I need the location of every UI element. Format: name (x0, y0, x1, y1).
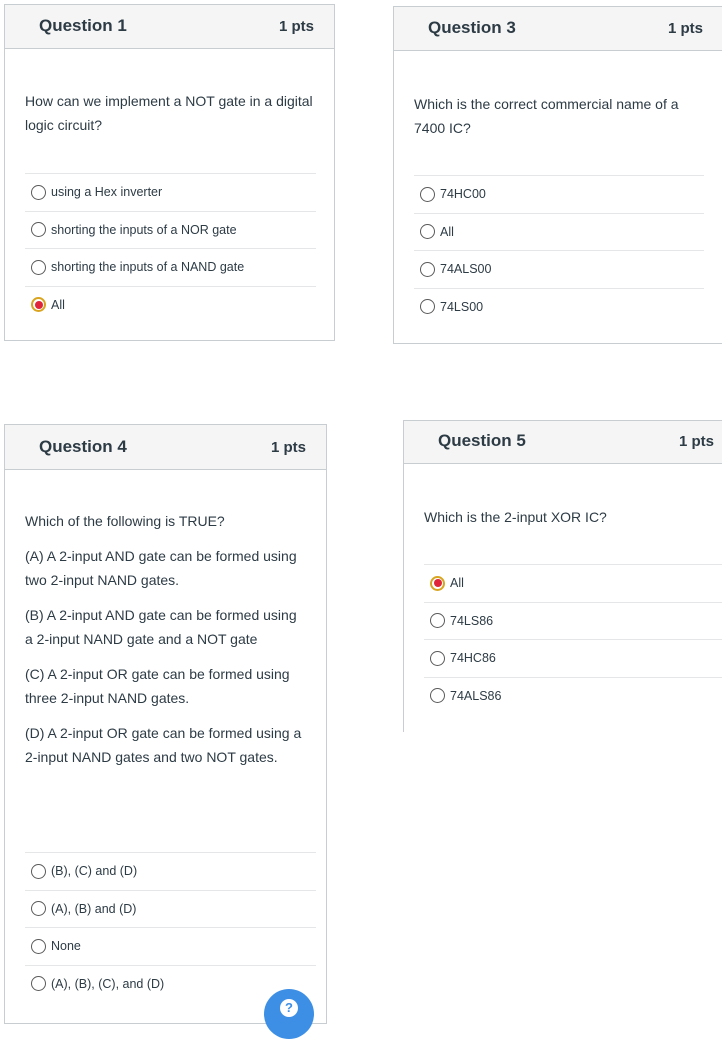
answer-label: (B), (C) and (D) (51, 864, 138, 879)
answer-option[interactable] (25, 173, 316, 211)
question-text: Which is the 2-input XOR IC? (424, 509, 607, 525)
answer-label: 74LS86 (450, 613, 494, 628)
answer-option-selected[interactable] (25, 286, 316, 324)
answer-option[interactable] (25, 927, 316, 965)
radio-checked-icon[interactable] (430, 576, 445, 591)
answer-option[interactable] (424, 602, 722, 640)
radio-checked-icon[interactable] (31, 297, 46, 312)
question-paragraph: (C) A 2-input OR gate can be formed using three 2-input NAND gates. (25, 666, 290, 706)
question-paragraph: (D) A 2-input OR gate can be formed using a 2-input NAND gates and two NOT gates. (25, 725, 302, 765)
answer-option[interactable] (25, 890, 316, 928)
question-header (404, 421, 722, 464)
answer-list (25, 852, 316, 1002)
radio-unchecked-icon[interactable] (31, 260, 46, 275)
answer-label: shorting the inputs of a NOR gate (51, 222, 237, 237)
question-header (5, 425, 326, 470)
answer-label: All (440, 224, 454, 239)
question-paragraph: (B) A 2-input AND gate can be formed using a 2-input NAND gate and a NOT gate (25, 607, 297, 647)
answer-label: 74ALS86 (450, 688, 502, 703)
answer-option[interactable] (414, 288, 704, 326)
answer-option[interactable] (424, 639, 722, 677)
answer-list (25, 173, 316, 323)
question-4-card (4, 424, 327, 1024)
radio-unchecked-icon[interactable] (31, 901, 46, 916)
answer-list (424, 564, 722, 714)
radio-unchecked-icon[interactable] (31, 864, 46, 879)
answer-option[interactable] (414, 250, 704, 288)
question-3-card (393, 6, 722, 344)
question-points: 1 pts (270, 439, 306, 456)
question-points: 1 pts (678, 433, 714, 450)
radio-unchecked-icon[interactable] (430, 613, 445, 628)
question-points: 1 pts (278, 18, 314, 35)
answer-option[interactable] (414, 175, 704, 213)
question-title: Question 5 (438, 431, 526, 450)
answer-label: All (450, 576, 464, 591)
radio-unchecked-icon[interactable] (31, 976, 46, 991)
answer-option-selected[interactable] (424, 564, 722, 602)
answer-label: (A), (B) and (D) (51, 901, 137, 916)
answer-option[interactable] (424, 677, 722, 715)
answer-option[interactable] (25, 852, 316, 890)
radio-unchecked-icon[interactable] (31, 222, 46, 237)
question-mark-icon: ? (280, 999, 298, 1017)
answer-label: All (51, 297, 65, 312)
radio-unchecked-icon[interactable] (31, 939, 46, 954)
question-title: Question 1 (39, 16, 127, 35)
answer-label: 74LS00 (440, 299, 484, 314)
answer-option[interactable] (25, 211, 316, 249)
answer-label: 74HC86 (450, 651, 496, 666)
answer-label: (A), (B), (C), and (D) (51, 976, 165, 991)
question-title: Question 4 (39, 437, 127, 456)
answer-label: shorting the inputs of a NAND gate (51, 260, 245, 275)
answer-label: using a Hex inverter (51, 185, 163, 200)
question-points: 1 pts (667, 20, 703, 37)
question-5-card (403, 420, 722, 732)
question-header (5, 5, 334, 49)
question-text: How can we implement a NOT gate in a digital logic circuit? (25, 93, 313, 133)
radio-unchecked-icon[interactable] (420, 299, 435, 314)
answer-option[interactable] (414, 213, 704, 251)
answer-label: None (51, 939, 81, 954)
radio-unchecked-icon[interactable] (420, 187, 435, 202)
radio-unchecked-icon[interactable] (420, 224, 435, 239)
answer-option[interactable] (25, 248, 316, 286)
question-header (394, 7, 722, 51)
help-button[interactable] (264, 989, 314, 1039)
question-1-card (4, 4, 335, 341)
radio-unchecked-icon[interactable] (430, 688, 445, 703)
question-paragraph: (A) A 2-input AND gate can be formed using two 2-input NAND gates. (25, 548, 297, 588)
answer-list (414, 175, 704, 325)
radio-unchecked-icon[interactable] (430, 651, 445, 666)
question-text: Which is the correct commercial name of a 7400 IC? (414, 96, 679, 136)
question-paragraph: Which of the following is TRUE? (25, 513, 225, 529)
question-title: Question 3 (428, 18, 516, 37)
answer-label: 74HC00 (440, 187, 486, 202)
question-text (25, 509, 305, 780)
radio-unchecked-icon[interactable] (420, 262, 435, 277)
radio-unchecked-icon[interactable] (31, 185, 46, 200)
answer-label: 74ALS00 (440, 262, 492, 277)
